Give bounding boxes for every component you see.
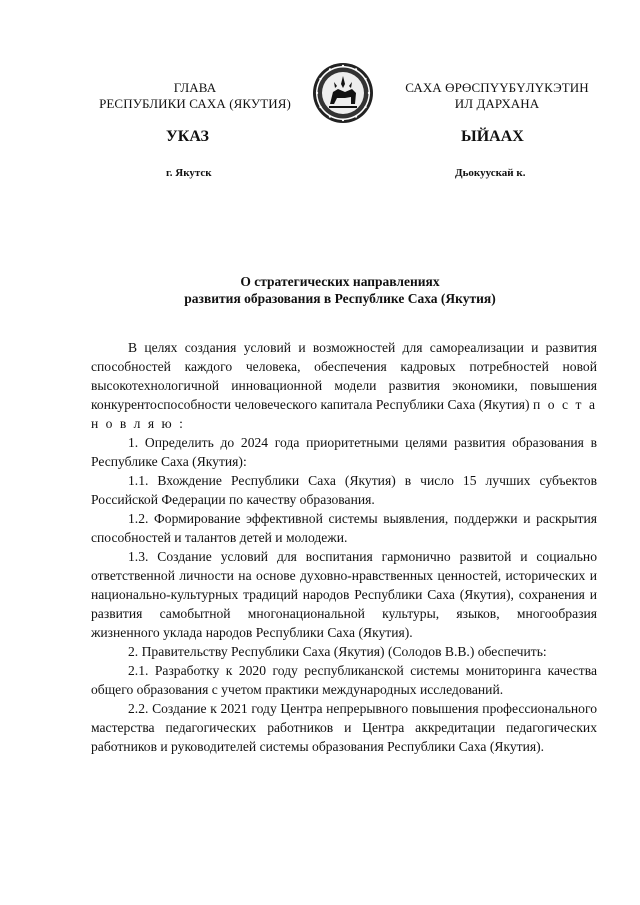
header-right-line-2: ИЛ ДАРХАНА bbox=[454, 96, 540, 111]
decree-body bbox=[91, 338, 597, 756]
header-left bbox=[80, 80, 310, 112]
header-right bbox=[392, 80, 602, 112]
intro-paragraph bbox=[91, 338, 597, 433]
title-russian: УКАЗ bbox=[166, 128, 209, 145]
subject-line-2: развития образования в Республике Саха (Якутия) bbox=[184, 291, 496, 306]
place-russian: г. Якутск bbox=[166, 167, 212, 179]
decree-word: п о с т а н о в л я ю : bbox=[91, 397, 597, 431]
title-yakut: ЫЙААХ bbox=[461, 128, 524, 145]
paragraph-2: 2. Правительству Республики Саха (Якутия) (Солодов В.В.) обеспечить: bbox=[128, 644, 547, 659]
paragraph-2-2: 2.2. Создание к 2021 году Центра непрерывного повышения профессионального мастерства педагогических работников и Центра аккредитации педагогических работников и руководителей системы образования Республики Саха (Якутия). bbox=[91, 701, 597, 754]
paragraph-2-1: 2.1. Разработку к 2020 году республиканской системы мониторинга качества общего образования с учетом практики международных исследований. bbox=[91, 663, 597, 697]
header-right-line-1: САХА ӨРӨСПҮҮБҮЛҮКЭТИН bbox=[405, 80, 589, 95]
decree-subject bbox=[80, 273, 600, 307]
header-left-line-2: РЕСПУБЛИКИ САХА (ЯКУТИЯ) bbox=[99, 96, 291, 111]
intro-text: В целях создания условий и возможностей для самореализации и развития способностей каждого человека, обеспечения кадровых потребностей новой высокотехнологичной инновационной модели развития экономики, повышения конкурентоспособности человеческого капитала Республики Саха (Якутия) bbox=[91, 340, 597, 412]
paragraph-1: 1. Определить до 2024 года приоритетными целями развития образования в Республике Саха (Якутия): bbox=[91, 435, 597, 469]
subject-line-1: О стратегических направлениях bbox=[240, 274, 440, 289]
header-left-line-1: ГЛАВА bbox=[173, 80, 217, 95]
state-emblem-icon bbox=[312, 62, 374, 124]
paragraph-1-2: 1.2. Формирование эффективной системы выявления, поддержки и раскрытия способностей и талантов детей и молодежи. bbox=[91, 511, 597, 545]
paragraph-1-3: 1.3. Создание условий для воспитания гармонично развитой и социально ответственной личности на основе духовно-нравственных ценностей, исторических и национально-культурных традиций народов Республики Саха (Якутия), сохранения и развития самобытной многонациональной культуры, языков, многообразия жизненного уклада народов Республики Саха (Якутия). bbox=[91, 549, 597, 640]
place-yakut: Дьокуускай к. bbox=[455, 167, 526, 179]
paragraph-1-1: 1.1. Вхождение Республики Саха (Якутия) в число 15 лучших субъектов Российской Федерации по качеству образования. bbox=[91, 473, 597, 507]
